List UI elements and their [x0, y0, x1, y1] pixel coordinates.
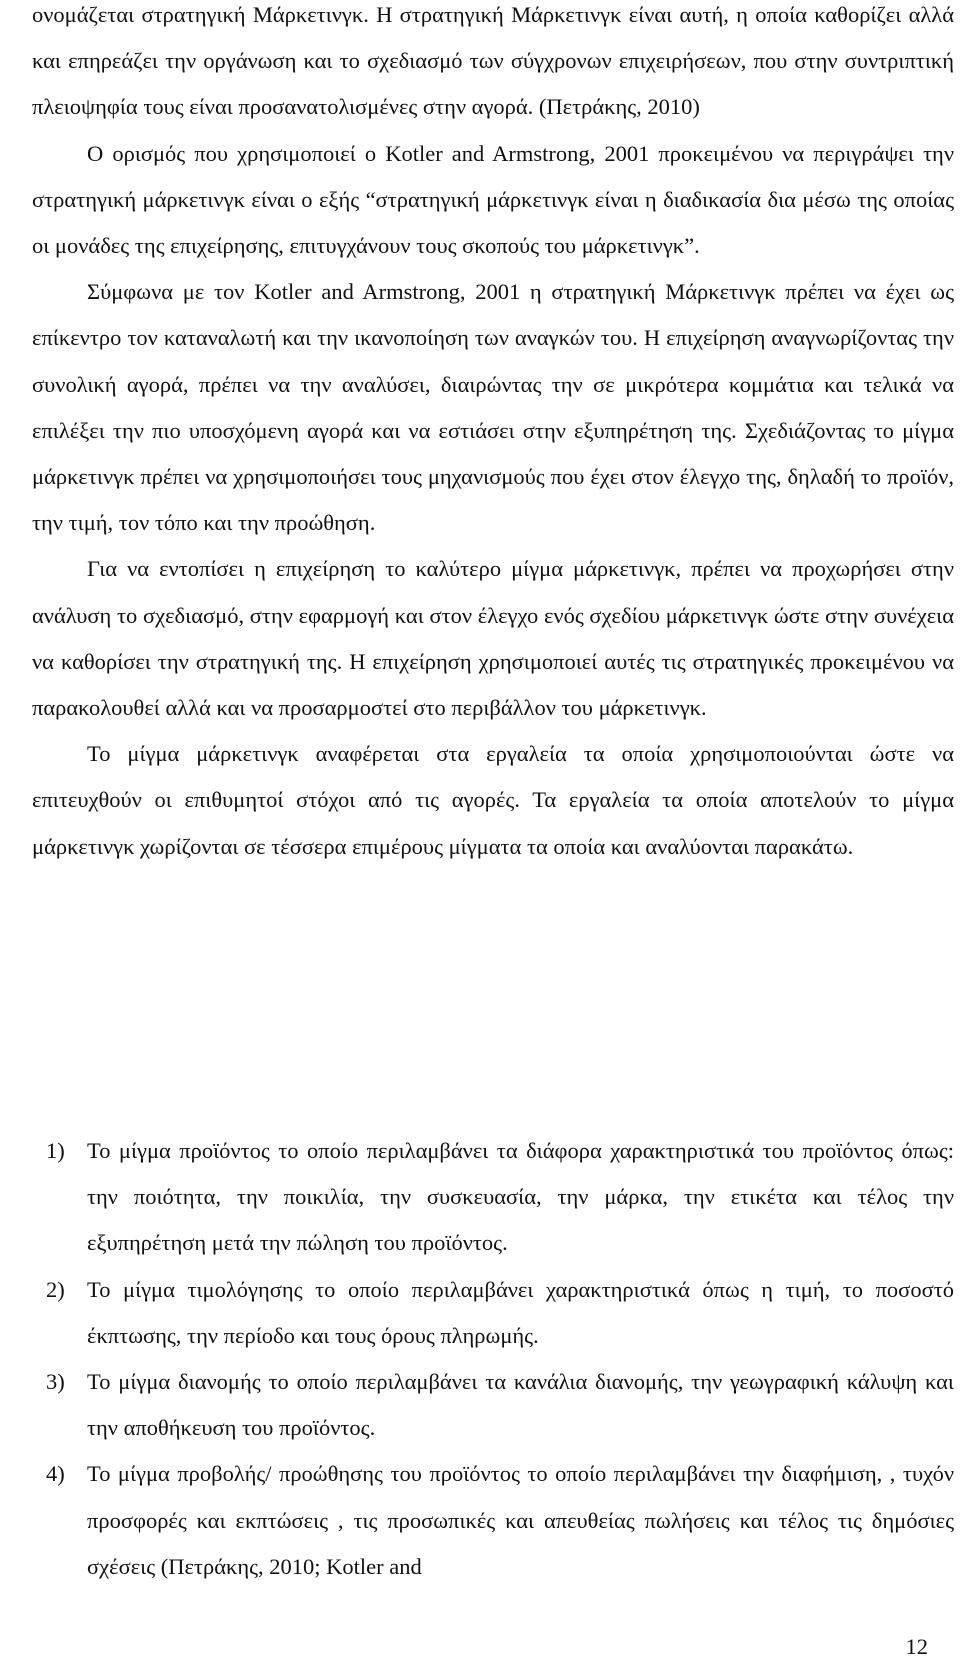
list-text: Το μίγμα διανομής το οποίο περιλαμβάνει τα κανάλια διανομής, την γεωγραφική κάλυψη και την αποθήκευση του προϊόντος. [87, 1369, 954, 1441]
list-item [32, 1267, 954, 1359]
paragraph: Για να εντοπίσει η επιχείρηση το καλύτερο μίγμα μάρκετινγκ, πρέπει να προχωρήσει στην ανάλυση το σχεδιασμό, στην εφαρμογή και στον έλεγχο ενός σχεδίου μάρκετινγκ ώστε στην συνέχεια να καθορίσει την στρατηγική της. Η επιχείρηση χρησιμοποιεί αυτές τις στρατηγικές προκειμένου να παρακολουθεί αλλά και να προσαρμοστεί στο περιβάλλον του μάρκετινγκ. [32, 556, 954, 721]
paragraph: Ο ορισμός που χρησιμοποιεί ο Kotler and Armstrong, 2001 προκειμένου να περιγράψει την στρατηγική μάρκετινγκ είναι ο εξής “στρατηγική μάρκετινγκ είναι η διαδικασία δια μέσω της οποίας οι μονάδες της επιχείρησης, επιτυγχάνουν τους σκοπούς του μάρκετινγκ”. [32, 140, 954, 259]
paragraph: Το μίγμα μάρκετινγκ αναφέρεται στα εργαλεία τα οποία χρησιμοποιούνται ώστε να επιτευχθούν οι επιθυμητοί στόχοι από τις αγορές. Τα εργαλεία τα οποία αποτελούν το μίγμα μάρκετινγκ χωρίζονται σε τέσσερα επιμέρους μίγματα τα οποία και αναλύονται παρακάτω. [32, 741, 954, 859]
list-number: 4) [46, 1461, 65, 1487]
numbered-list [32, 1128, 954, 1590]
paragraph: Σύμφωνα με τον Kotler and Armstrong, 2001 η στρατηγική Μάρκετινγκ πρέπει να έχει ως επίκεντρο τον καταναλωτή και την ικανοποίηση των αναγκών του. Η επιχείρηση αναγνωρίζοντας την συνολική αγορά, πρέπει να την αναλύσει, διαιρώντας την σε μικρότερα κομμάτια και τελικά να επιλέξει την πιο υποσχόμενη αγορά και να εστιάσει στην εξυπηρέτηση της. Σχεδιάζοντας το μίγμα μάρκετινγκ πρέπει να χρησιμοποιήσει τους μηχανισμούς που έχει στον έλεγχο της, δηλαδή το προϊόν, την τιμή, τον τόπο και την προώθηση. [32, 279, 954, 536]
page-number: 12 [905, 1634, 928, 1659]
body-text [32, 0, 954, 870]
list-text: Το μίγμα προβολής/ προώθησης του προϊόντος το οποίο περιλαμβάνει την διαφήμιση, , τυχόν προσφορές και εκπτώσεις , τις προσωπικές και απευθείας πωλήσεις και τέλος τις δημόσιες σχέσεις (Πετράκης, 2010; Kotler and [87, 1461, 954, 1579]
list-number: 2) [46, 1276, 65, 1302]
list-number: 3) [46, 1369, 65, 1395]
list-item [32, 1128, 954, 1267]
list-item [32, 1359, 954, 1451]
list-item [32, 1451, 954, 1590]
list-text: Το μίγμα τιμολόγησης το οποίο περιλαμβάνει χαρακτηριστικά όπως η τιμή, το ποσοστό έκπτωσης, την περίοδο και τους όρους πληρωμής. [87, 1276, 954, 1348]
paragraph: ονομάζεται στρατηγική Μάρκετινγκ. Η στρατηγική Μάρκετινγκ είναι αυτή, η οποία καθορίζει αλλά και επηρεάζει την οργάνωση και το σχεδιασμό των σύγχρονων επιχειρήσεων, που στην συντριπτική πλειοψηφία τους είναι προσανατολισμένες στην αγορά. (Πετράκης, 2010) [32, 2, 954, 120]
list-text: Το μίγμα προϊόντος το οποίο περιλαμβάνει τα διάφορα χαρακτηριστικά του προϊόντος όπως: την ποιότητα, την ποικιλία, την συσκευασία, την μάρκα, την ετικέτα και τέλος την εξυπηρέτηση μετά την πώληση του προϊόντος. [87, 1138, 954, 1256]
list-number: 1) [46, 1138, 65, 1163]
